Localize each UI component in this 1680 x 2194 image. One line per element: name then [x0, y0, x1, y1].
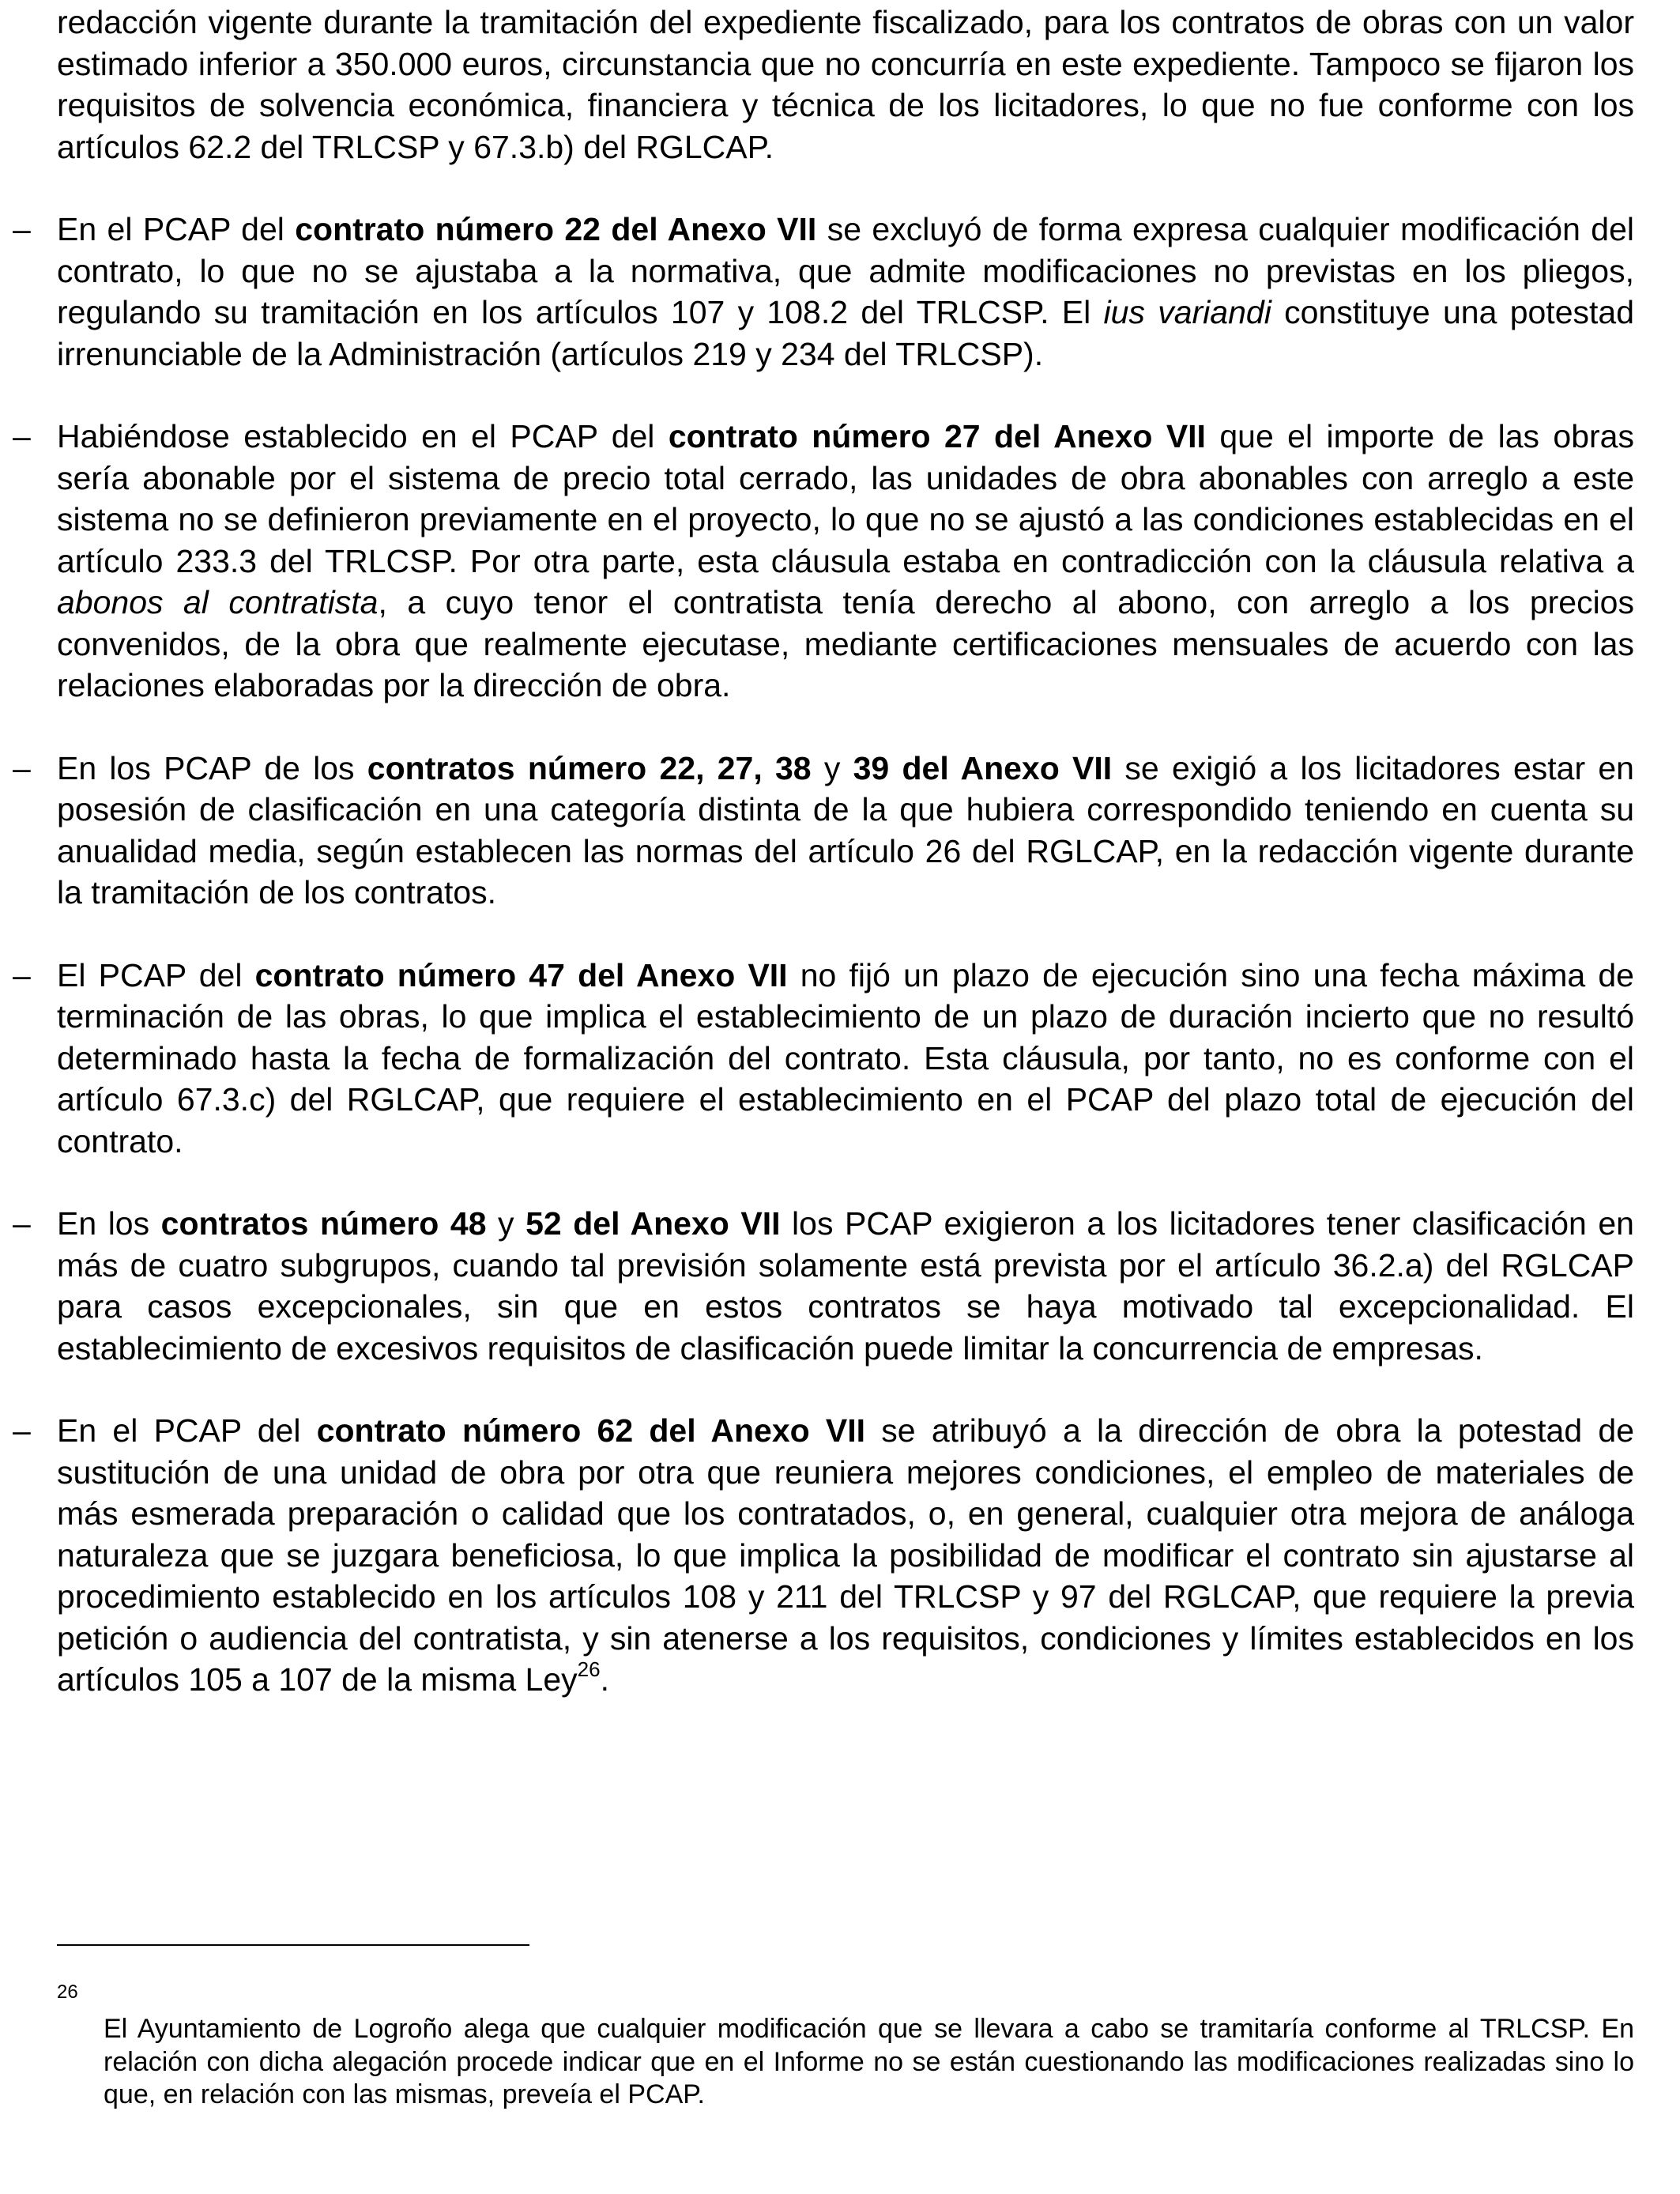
list-item: [13, 416, 1634, 707]
bold-run: contrato número 47 del Anexo VII: [254, 956, 788, 993]
intro-paragraph: redacción vigente durante la tramitación del expediente fiscalizado, para los contratos de obras con un valor estimado inferior a 350.000 euros, circunstancia que no concurría en este expediente. Tampoco se fijaron los requisitos de solvencia económica, financiera y técnica de los licitadores, lo que no fue conforme con los artículos 62.2 del TRLCSP y 67.3.b) del RGLCAP.: [57, 4, 1634, 165]
text-run: Habiéndose establecido en el PCAP del: [57, 418, 669, 454]
bold-run: contrato número 62 del Anexo VII: [316, 1412, 866, 1449]
dash-bullet: –: [13, 749, 31, 786]
bold-run: contrato número 27 del Anexo VII: [668, 418, 1206, 454]
bold-run: 52 del Anexo VII: [525, 1205, 781, 1242]
text-run: En el PCAP del: [57, 1412, 317, 1449]
list-item: [13, 955, 1634, 1163]
text-run: se atribuyó a la dirección de obra la potestad de sustitución de una unidad de obra por otra que reuniera mejores condiciones, el empleo de materiales de más esmerada preparación o calidad que los contratados, o, en general, cualquier otra mejora de análoga naturaleza que se juzgara beneficiosa, lo que implica la posibilidad de modificar el contrato sin ajustarse al procedimiento establecido en los artículos 108 y 211 del TRLCSP y 97 del RGLCAP, que requiere la previa petición o audiencia del contratista, y sin atenerse a los requisitos, condiciones y límites establecidos en los artículos 105 a 107 de la misma Ley: [57, 1412, 1634, 1698]
text-run: se excluyó de forma expresa cualquier modificación del contrato, lo que no se ajustaba a la normativa, que admite modificaciones no previstas en los pliegos, regulando su tramitación en los artículos 107 y 108.2 del TRLCSP. El: [57, 211, 1634, 330]
dash-bullet: –: [13, 418, 31, 454]
dash-bullet: –: [13, 956, 31, 993]
list-item-text: [57, 955, 1634, 1163]
list-item-text: [57, 416, 1634, 707]
list-item-text: [57, 209, 1634, 375]
list-item: [13, 1203, 1634, 1369]
text-run: se exigió a los licitadores estar en posesión de clasificación en una categoría distinta de la que hubiera correspondido teniendo en cuenta su anualidad media, según establecen las normas del artículo 26 del RGLCAP, en la redacción vigente durante la tramitación de los contratos.: [57, 749, 1634, 910]
footnote-reference[interactable]: 26: [577, 1657, 601, 1681]
footnote-separator: [57, 1944, 529, 1946]
bold-run: contratos número 22, 27, 38: [367, 749, 812, 786]
list-item-text: [57, 1410, 1634, 1701]
bold-run: contrato número 22 del Anexo VII: [295, 211, 817, 247]
footnote-number: 26: [57, 1981, 78, 2003]
footnote: [57, 1981, 1634, 2139]
text-run: .: [600, 1661, 609, 1698]
text-run: que el importe de las obras sería abonable por el sistema de precio total cerrado, las unidades de obra abonables con arreglo a este sistema no se definieron previamente en el proyecto, lo que no se ajustó a las condiciones establecidas en el artículo 233.3 del TRLCSP. Por otra parte, esta cláusula estaba en contradicción con la cláusula relativa a: [57, 418, 1634, 579]
bullet-list: [13, 209, 1634, 1701]
italic-run: abonos al contratista: [57, 584, 379, 620]
footnote-text: El Ayuntamiento de Logroño alega que cualquier modificación que se llevara a cabo se tramitaría conforme al TRLCSP. En relación con dicha alegación procede indicar que en el Informe no se están cuestionando las modificaciones realizadas sino lo que, en relación con las mismas, preveía el PCAP.: [104, 2014, 1634, 2109]
text-run: , a cuyo tenor el contratista tenía derecho al abono, con arreglo a los precios convenidos, de la obra que realmente ejecutase, mediante certificaciones mensuales de acuerdo con las relaciones elaboradas por la dirección de obra.: [57, 584, 1634, 703]
dash-bullet: –: [13, 211, 31, 247]
bold-run: 39 del Anexo VII: [853, 749, 1113, 786]
list-item: [13, 209, 1634, 375]
text-run: En el PCAP del: [57, 211, 296, 247]
list-item-text: [57, 748, 1634, 914]
list-item: [13, 748, 1634, 914]
dash-bullet: –: [13, 1412, 31, 1449]
document-page: [13, 0, 1634, 2109]
list-item-text: [57, 1203, 1634, 1369]
text-run: los PCAP exigieron a los licitadores tener clasificación en más de cuatro subgrupos, cuando tal previsión solamente está prevista por el artículo 36.2.a) del RGLCAP para casos excepcionales, sin que en estos contratos se haya motivado tal excepcionalidad. El establecimiento de excesivos requisitos de clasificación puede limitar la concurrencia de empresas.: [57, 1205, 1634, 1367]
text-run: En los: [57, 1205, 161, 1242]
text-run: y: [811, 749, 853, 786]
text-run: constituye una potestad irrenunciable de la Administración (artículos 219 y 234 del TRLCSP).: [57, 294, 1634, 372]
text-run: y: [486, 1205, 526, 1242]
text-run: En los PCAP de los: [57, 749, 367, 786]
bold-run: contratos número 48: [160, 1205, 487, 1242]
dash-bullet: –: [13, 1205, 31, 1242]
text-run: El PCAP del: [57, 956, 255, 993]
italic-run: ius variandi: [1103, 294, 1271, 330]
text-run: no fijó un plazo de ejecución sino una fecha máxima de terminación de las obras, lo que implica el establecimiento de un plazo de duración incierto que no resultó determinado hasta la fecha de formalización del contrato. Esta cláusula, por tanto, no es conforme con el artículo 67.3.c) del RGLCAP, que requiere el establecimiento en el PCAP del plazo total de ejecución del contrato.: [57, 956, 1634, 1159]
list-item: [13, 1410, 1634, 1701]
